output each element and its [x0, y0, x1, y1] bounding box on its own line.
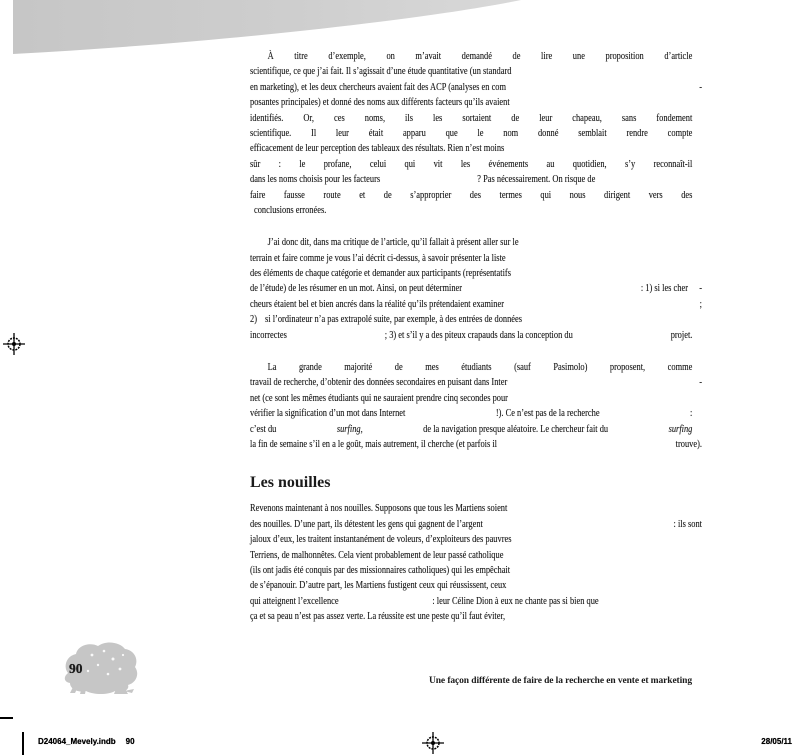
slug-file-label: [38, 737, 135, 746]
text-word: dirigent: [604, 189, 631, 201]
right-margin-fragment: [676, 437, 702, 452]
slug-date: 28/05/11: [761, 737, 792, 746]
text-line: [250, 517, 702, 532]
right-margin-fragment: [700, 297, 702, 312]
text-line: [250, 203, 692, 218]
text-line: [250, 281, 702, 296]
text-segment: des nouilles. D’une part, ils détestent les gens qui gagnent de l’argent: [250, 518, 483, 530]
text-line: [250, 375, 702, 390]
text-segment: (ils ont jadis été conquis par des missionnaires catholiques) qui les empêchait: [250, 564, 511, 576]
right-margin-fragment: [641, 281, 702, 296]
text-word: (sauf: [514, 362, 531, 374]
page-number: 90: [69, 661, 83, 676]
text-segment: des éléments de chaque catégorie et demander aux participants (représentatifs: [250, 268, 511, 280]
text-word: les: [432, 112, 443, 124]
text-segment: :: [690, 408, 693, 420]
text-word: était: [368, 127, 384, 139]
text-line: [250, 609, 692, 624]
registration-mark-bottom-icon: [422, 732, 444, 754]
text-line: [250, 563, 692, 578]
text-segment: : 1) si les cher: [640, 283, 688, 295]
text-segment: net (ce sont les mêmes étudiants qui ne sauraient prendre cinq secondes pour: [250, 392, 508, 404]
text-line: [250, 422, 692, 437]
text-line: [250, 578, 692, 593]
crop-mark-vertical: [22, 732, 24, 755]
text-line: [250, 297, 702, 312]
text-line: [250, 141, 692, 156]
text-word: vers: [648, 189, 663, 201]
text-word: route: [323, 189, 341, 201]
text-segment: dans les noms choisis pour les facteurs: [250, 174, 381, 186]
text-word: sans: [621, 112, 637, 124]
text-word: termes: [499, 189, 522, 201]
text-segment: surfing: [668, 423, 693, 435]
text-word: quotidien,: [572, 158, 607, 170]
paragraph: [250, 501, 702, 624]
text-segment: ; 3) et s’il y a des piteux crapauds dans la conception du: [384, 329, 573, 341]
text-word: de: [511, 112, 520, 124]
text-word: étudiants: [461, 362, 492, 374]
text-word: événements: [488, 158, 529, 170]
text-segment: -: [699, 81, 702, 93]
text-word: ces: [334, 112, 345, 124]
text-segment: -: [699, 283, 702, 295]
text-line: [250, 501, 692, 516]
right-margin-fragment: [699, 375, 702, 390]
text-line: [250, 188, 692, 203]
text-segment: scientifique, ce que j’ai fait. Il s’agissait d’une étude quantitative (un standard: [250, 66, 512, 78]
text-segment: terrain et faire comme je vous l’ai décrit ci-dessus, à savoir présenter la liste: [250, 252, 506, 264]
text-segment: ? Pas nécessairement. On risque de: [477, 174, 596, 186]
text-segment: !). Ce n’est pas de la recherche: [495, 408, 600, 420]
text-segment: vérifier la signification d’un mot dans Internet: [250, 408, 406, 420]
text-word: fausse: [283, 189, 305, 201]
text-gap: [688, 281, 699, 282]
text-line: [250, 111, 692, 126]
text-word: une: [572, 51, 585, 62]
text-segment: si l’ordinateur n’a pas extrapolé suite, par exemple, à des entrées de données: [265, 314, 523, 326]
text-line: [250, 312, 692, 327]
text-segment: travail de recherche, d’obtenir des données secondaires en puisant dans Inter: [250, 377, 508, 389]
text-word: des: [681, 189, 693, 201]
text-line: [250, 251, 692, 266]
text-segment: J’ai donc dit, dans ma critique de l’article, qu’il fallait à présent aller sur le: [267, 237, 519, 249]
text-segment: : leur Céline Dion à eux ne chante pas si bien que: [432, 595, 599, 607]
text-word: proposition: [605, 51, 644, 62]
text-word: des: [469, 189, 481, 201]
text-word: sortaient: [462, 112, 492, 124]
text-word: le: [299, 158, 306, 170]
text-word: que: [445, 127, 458, 139]
text-line: [250, 64, 692, 79]
text-segment: conclusions erronées.: [254, 204, 327, 216]
text-word: ils: [405, 112, 413, 124]
text-word: identifiés.: [250, 112, 284, 124]
text-segment: Revenons maintenant à nos nouilles. Supposons que tous les Martiens soient: [250, 503, 508, 515]
text-word: grande: [298, 362, 322, 374]
text-line: [250, 126, 692, 141]
text-word: titre: [294, 51, 308, 62]
text-word: Il: [311, 127, 317, 139]
text-word: et: [359, 189, 366, 201]
paragraph: [250, 360, 702, 452]
text-segment: incorrectes: [250, 329, 287, 341]
text-word: sûr: [250, 158, 261, 170]
text-word: leur: [335, 127, 349, 139]
text-word: semblait: [578, 127, 607, 139]
text-line: [250, 548, 692, 563]
text-line: [250, 172, 692, 187]
text-segment: 2): [250, 314, 257, 326]
text-segment: cheurs étaient bel et bien ancrés dans la réalité qu’ils prétendaient examiner: [250, 298, 504, 310]
text-word: de: [512, 51, 521, 62]
text-word: faire: [250, 189, 266, 201]
paragraph: [250, 49, 702, 218]
text-word: d’article: [664, 51, 693, 62]
text-word: profane,: [323, 158, 352, 170]
text-word: vit: [433, 158, 443, 170]
text-line: [250, 80, 702, 95]
text-word: chapeau,: [572, 112, 602, 124]
text-word: proposent,: [609, 362, 646, 374]
text-segment: trouve).: [675, 438, 702, 450]
text-line: [250, 437, 702, 452]
slug-file-page: 90: [125, 737, 135, 746]
text-line: [250, 594, 692, 609]
right-margin-fragment: [699, 80, 702, 95]
text-word: qui: [540, 189, 552, 201]
text-segment: de s’épanouir. D’autre part, les Martiens fustigent ceux qui réussissent, ceux: [250, 580, 507, 592]
text-word: donné: [537, 127, 559, 139]
text-line: [250, 406, 692, 421]
slug-file-name: D24064_Mevely.indb: [38, 737, 116, 746]
text-word: La: [267, 362, 277, 374]
text-line: [250, 328, 692, 343]
text-line: [250, 235, 692, 250]
section-heading: Les nouilles: [250, 474, 331, 492]
text-word: au: [546, 158, 555, 170]
text-word: de: [383, 189, 392, 201]
text-word: majorité: [344, 362, 373, 374]
text-segment: efficacement de leur perception des tableaux des résultats. Rien n’est moins: [250, 143, 505, 155]
text-segment: surfing,: [336, 423, 363, 435]
text-segment: de l’étude) de les résumer en un mot. Ainsi, on peut déterminer: [250, 283, 463, 295]
text-line: [250, 532, 692, 547]
crop-mark-horizontal: [0, 717, 13, 719]
text-segment: posantes principales) et donné des noms aux différents facteurs qu’ils avaient: [250, 97, 510, 109]
text-word: nous: [569, 189, 586, 201]
text-line: [250, 95, 692, 110]
text-word: apparu: [402, 127, 426, 139]
text-word: Pasimolo): [553, 362, 588, 374]
text-line: [250, 157, 692, 172]
text-word: d’exemple,: [328, 51, 366, 62]
text-word: À: [267, 51, 274, 62]
text-word: les: [460, 158, 471, 170]
text-word: le: [477, 127, 484, 139]
text-word: s’approprier: [410, 189, 452, 201]
text-line: [250, 49, 692, 64]
text-segment: ;: [699, 298, 702, 310]
text-word: compte: [667, 127, 693, 139]
text-gap: [257, 321, 265, 322]
text-word: scientifique.: [250, 127, 292, 139]
text-word: comme: [667, 362, 693, 374]
registration-mark-left-icon: [3, 333, 25, 355]
text-segment: en marketing), et les deux chercheurs avaient fait des ACP (analyses en com: [250, 81, 507, 93]
text-segment: la fin de semaine s’il en a le goût, mais autrement, il cherche (et parfois il: [250, 438, 498, 450]
text-word: noms,: [364, 112, 386, 124]
text-segment: ça et sa peau n’est pas assez verte. La réussite est une peste qu’il faut éviter,: [250, 611, 506, 623]
text-word: de: [394, 362, 403, 374]
text-word: demandé: [461, 51, 492, 62]
text-segment: de la navigation presque aléatoire. Le chercheur fait du: [423, 423, 609, 435]
text-segment: jaloux d’eux, les traitent instantanément de voleurs, d’exploiteurs des pauvres: [250, 534, 512, 546]
text-word: leur: [539, 112, 553, 124]
text-segment: qui atteignent l’excellence: [250, 595, 339, 607]
text-word: qui: [404, 158, 416, 170]
text-word: lire: [541, 51, 553, 62]
text-word: fondement: [656, 112, 693, 124]
paragraph: [250, 235, 702, 343]
right-margin-fragment: [674, 517, 702, 532]
running-title: Une façon différente de faire de la recherche en vente et marketing: [428, 676, 692, 686]
text-segment: projet.: [670, 329, 693, 341]
text-line: [250, 360, 692, 375]
text-segment: Terriens, de malhonnêtes. Cela vient probablement de leur passé catholique: [250, 549, 504, 561]
text-word: :: [278, 158, 281, 170]
text-line: [250, 266, 692, 281]
text-segment: : ils sont: [673, 518, 702, 530]
text-segment: c’est du: [250, 423, 277, 435]
text-word: s’y: [624, 158, 636, 170]
text-word: m’avait: [415, 51, 442, 62]
text-word: mes: [425, 362, 439, 374]
text-word: nom: [503, 127, 519, 139]
text-word: celui: [369, 158, 387, 170]
text-line: [250, 391, 692, 406]
text-column: [250, 49, 702, 642]
text-word: Or,: [303, 112, 314, 124]
text-word: rendre: [626, 127, 648, 139]
text-segment: -: [699, 377, 702, 389]
text-word: on: [386, 51, 395, 62]
text-word: reconnaît-il: [653, 158, 693, 170]
